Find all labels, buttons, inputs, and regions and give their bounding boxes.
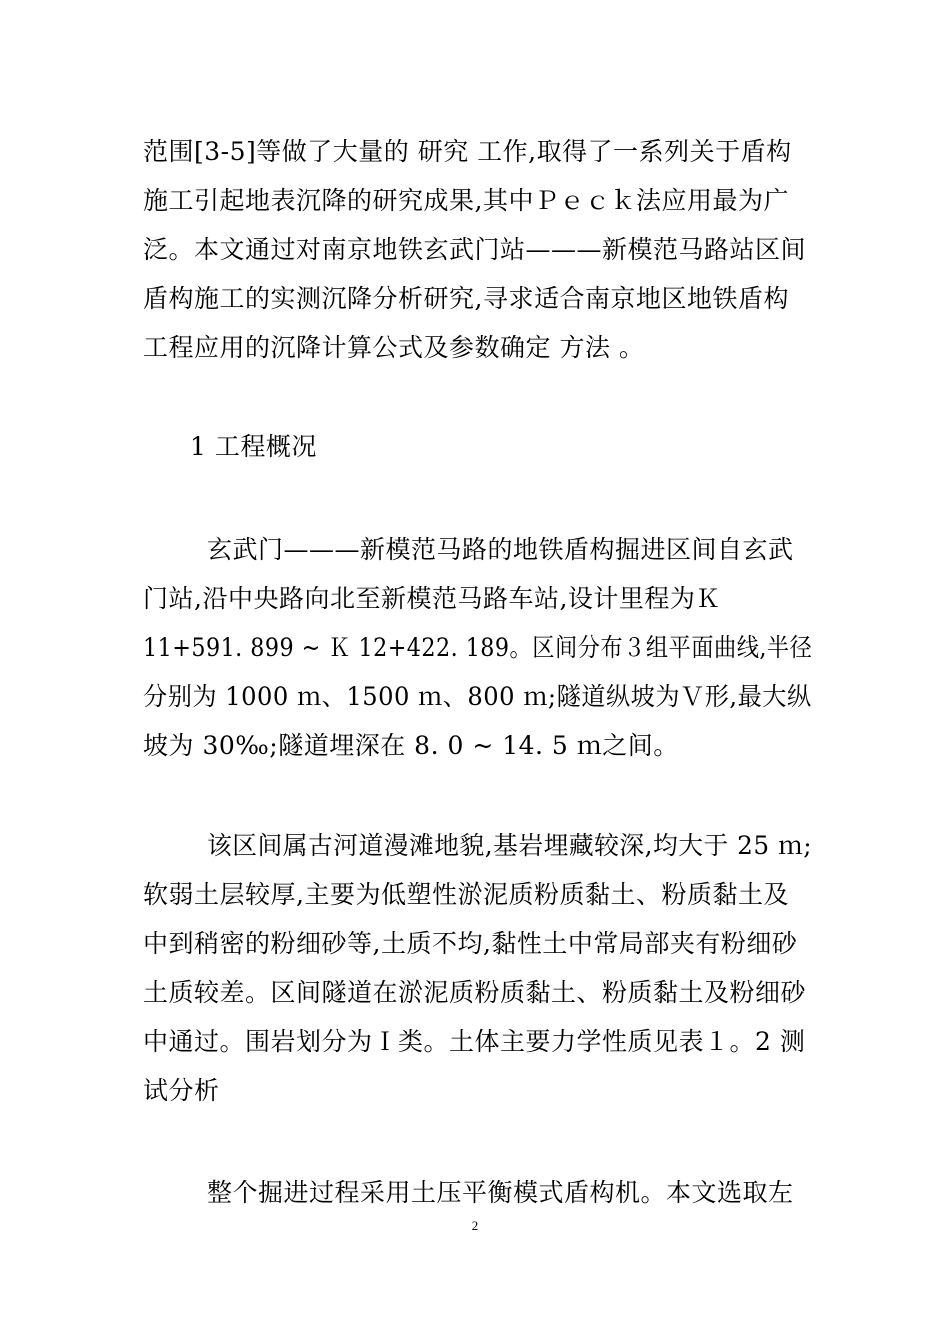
text-line: 盾构施工的实测沉降分析研究,寻求适合南京地区地铁盾构 xyxy=(143,284,789,313)
text-line: 试分析 xyxy=(143,1076,220,1105)
section-heading: 1 工程概况 xyxy=(190,432,317,461)
text-line: 土质较差。区间隧道在淤泥质粉质黏土、粉质黏土及粉细砂 xyxy=(143,978,807,1007)
text-line: 整个掘进过程采用土压平衡模式盾构机。本文选取左 xyxy=(207,1178,794,1207)
text-line: 范围[3-5]等做了大量的 研究 工作,取得了一系列关于盾构 xyxy=(143,137,792,166)
text-line: 11+591. 899 ~ Ｋ 12+422. 189。区间分布３组平面曲线,半径 xyxy=(143,633,813,662)
text-line: 门站,沿中央路向北至新模范马路车站,设计里程为Ｋ xyxy=(143,584,721,613)
page-number: 2 xyxy=(471,1218,479,1233)
text-line: 该区间属古河道漫滩地貌,基岩埋藏较深,均大于 25 ｍ; xyxy=(207,831,813,860)
text-line: 中通过。围岩划分为Ｉ类。土体主要力学性质见表１。2 测 xyxy=(143,1027,806,1056)
text-line: 玄武门———新模范马路的地铁盾构掘进区间自玄武 xyxy=(207,535,794,564)
text-line: 工程应用的沉降计算公式及参数确定 方法 。 xyxy=(143,333,645,362)
text-line: 泛。本文通过对南京地铁玄武门站———新模范马路站区间 xyxy=(143,235,807,264)
text-line: 软弱土层较厚,主要为低塑性淤泥质粉质黏土、粉质黏土及 xyxy=(143,880,789,909)
text-line: 中到稍密的粉细砂等,土质不均,黏性土中常局部夹有粉细砂 xyxy=(143,929,798,958)
text-line: 施工引起地表沉降的研究成果,其中Ｐｅｃｋ法应用最为广 xyxy=(143,186,789,215)
text-line: 坡为 30‰;隧道埋深在 8. 0 ~ 14. 5 ｍ之间。 xyxy=(143,731,679,760)
text-line: 分别为 1000 ｍ、1500 ｍ、800 ｍ;隧道纵坡为Ｖ形,最大纵 xyxy=(143,682,812,711)
